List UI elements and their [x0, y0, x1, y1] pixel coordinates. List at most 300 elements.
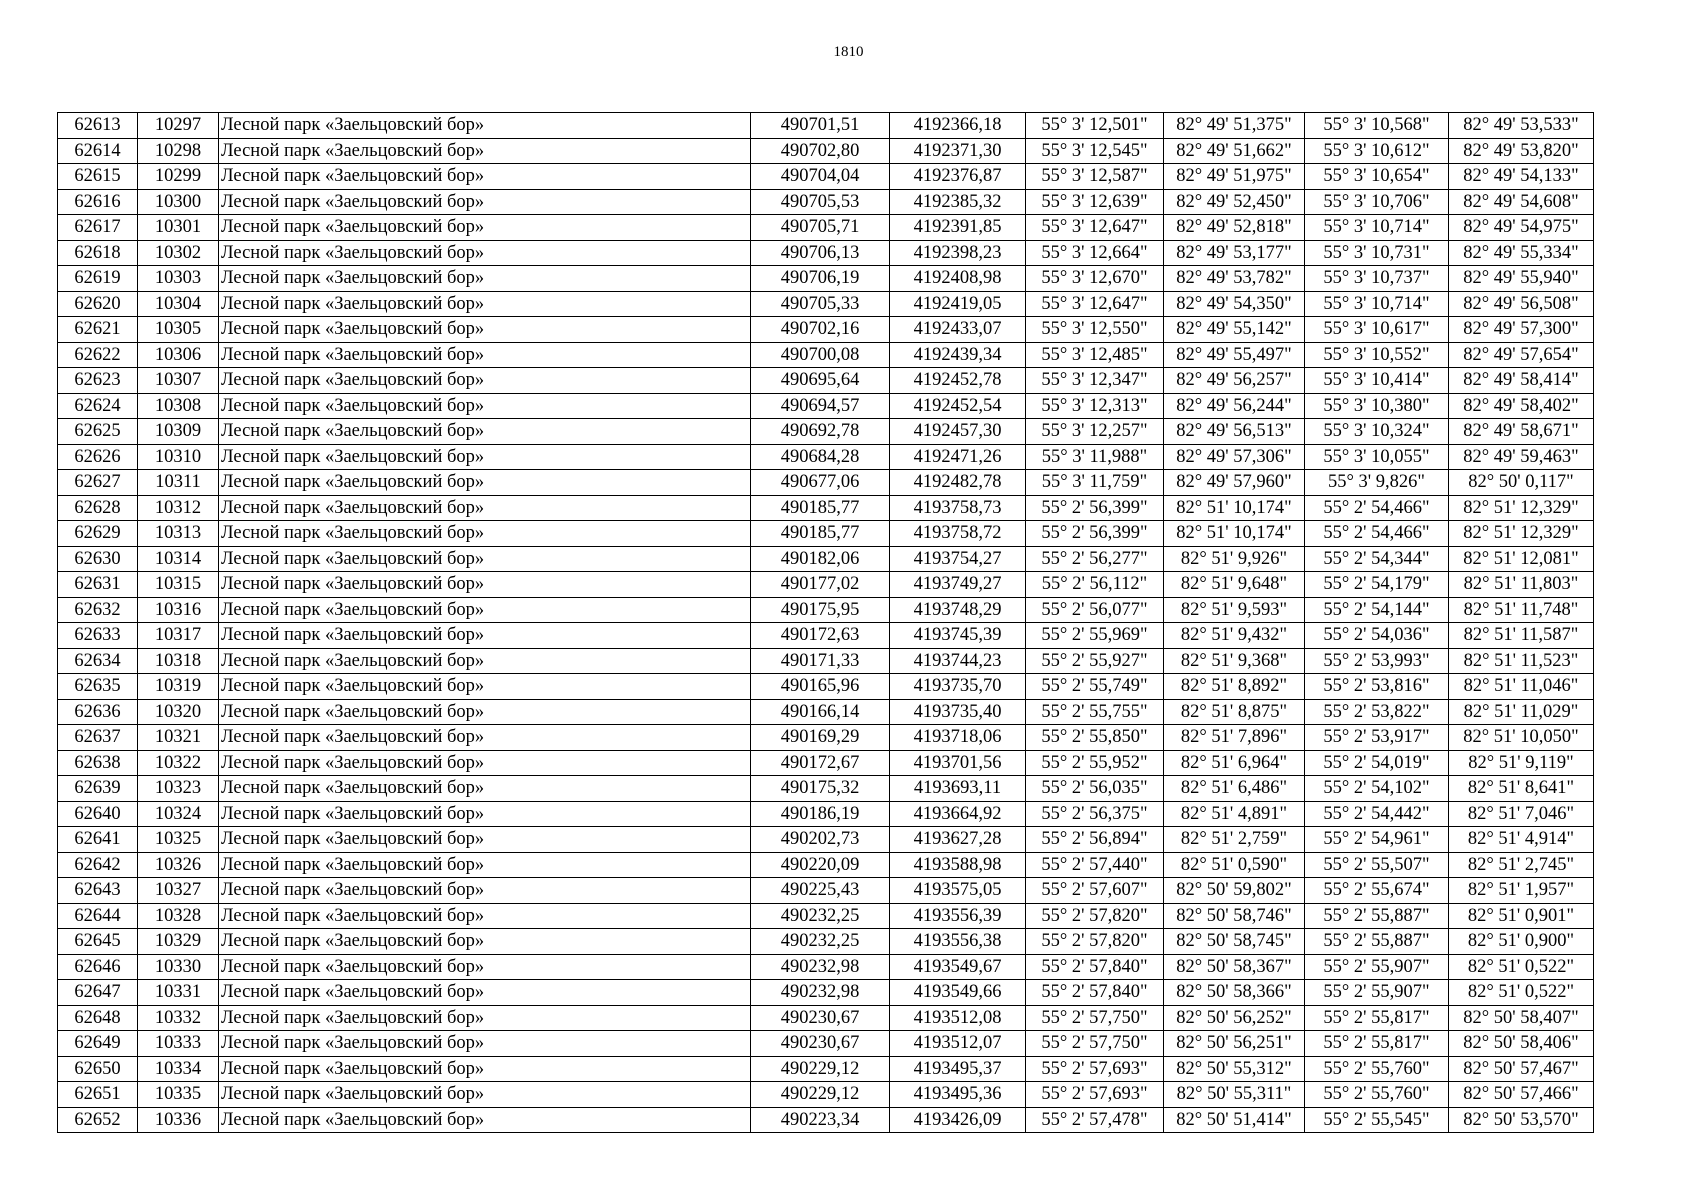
table-row: [58, 699, 1594, 725]
latitude-1-cell: 55° 2' 57,693": [1026, 1056, 1164, 1082]
table-row: [58, 1082, 1594, 1108]
longitude-1-cell: 82° 49' 51,975": [1164, 164, 1305, 190]
point-number-cell: 10331: [138, 980, 219, 1006]
y-coordinate-cell: 4192391,85: [890, 215, 1026, 241]
y-coordinate-cell: 4192398,23: [890, 240, 1026, 266]
table-row: [58, 827, 1594, 853]
table-row: [58, 393, 1594, 419]
x-coordinate-cell: 490677,06: [751, 470, 890, 496]
point-number-cell: 10334: [138, 1056, 219, 1082]
latitude-2-cell: 55° 3' 10,414": [1305, 368, 1449, 394]
table-row: [58, 266, 1594, 292]
x-coordinate-cell: 490202,73: [751, 827, 890, 853]
longitude-2-cell: 82° 51' 10,050": [1449, 725, 1594, 751]
longitude-2-cell: 82° 51' 2,745": [1449, 852, 1594, 878]
latitude-1-cell: 55° 3' 12,545": [1026, 138, 1164, 164]
longitude-1-cell: 82° 49' 54,350": [1164, 291, 1305, 317]
point-number-cell: 10314: [138, 546, 219, 572]
latitude-1-cell: 55° 2' 55,927": [1026, 648, 1164, 674]
latitude-1-cell: 55° 3' 11,988": [1026, 444, 1164, 470]
table-row: [58, 419, 1594, 445]
object-name-cell: Лесной парк «Заельцовский бор»: [219, 521, 751, 547]
x-coordinate-cell: 490232,25: [751, 903, 890, 929]
table-row: [58, 291, 1594, 317]
y-coordinate-cell: 4193758,72: [890, 521, 1026, 547]
longitude-1-cell: 82° 49' 57,306": [1164, 444, 1305, 470]
longitude-2-cell: 82° 49' 53,820": [1449, 138, 1594, 164]
row-index-cell: 62632: [58, 597, 138, 623]
row-index-cell: 62618: [58, 240, 138, 266]
point-number-cell: 10330: [138, 954, 219, 980]
latitude-1-cell: 55° 3' 12,670": [1026, 266, 1164, 292]
latitude-1-cell: 55° 2' 56,035": [1026, 776, 1164, 802]
latitude-1-cell: 55° 3' 12,587": [1026, 164, 1164, 190]
latitude-1-cell: 55° 3' 12,639": [1026, 189, 1164, 215]
point-number-cell: 10304: [138, 291, 219, 317]
longitude-2-cell: 82° 51' 1,957": [1449, 878, 1594, 904]
object-name-cell: Лесной парк «Заельцовский бор»: [219, 929, 751, 955]
point-number-cell: 10323: [138, 776, 219, 802]
longitude-2-cell: 82° 51' 11,523": [1449, 648, 1594, 674]
latitude-2-cell: 55° 3' 10,380": [1305, 393, 1449, 419]
latitude-2-cell: 55° 3' 10,714": [1305, 291, 1449, 317]
latitude-2-cell: 55° 3' 10,731": [1305, 240, 1449, 266]
point-number-cell: 10307: [138, 368, 219, 394]
longitude-2-cell: 82° 49' 55,940": [1449, 266, 1594, 292]
x-coordinate-cell: 490694,57: [751, 393, 890, 419]
x-coordinate-cell: 490186,19: [751, 801, 890, 827]
y-coordinate-cell: 4192408,98: [890, 266, 1026, 292]
object-name-cell: Лесной парк «Заельцовский бор»: [219, 1107, 751, 1133]
row-index-cell: 62624: [58, 393, 138, 419]
table-row: [58, 1056, 1594, 1082]
latitude-1-cell: 55° 3' 12,647": [1026, 291, 1164, 317]
x-coordinate-cell: 490165,96: [751, 674, 890, 700]
latitude-1-cell: 55° 2' 57,820": [1026, 903, 1164, 929]
latitude-2-cell: 55° 2' 55,545": [1305, 1107, 1449, 1133]
table-row: [58, 1107, 1594, 1133]
table-row: [58, 1031, 1594, 1057]
row-index-cell: 62643: [58, 878, 138, 904]
y-coordinate-cell: 4192439,34: [890, 342, 1026, 368]
table-row: [58, 954, 1594, 980]
longitude-2-cell: 82° 51' 0,900": [1449, 929, 1594, 955]
row-index-cell: 62645: [58, 929, 138, 955]
x-coordinate-cell: 490705,53: [751, 189, 890, 215]
table-row: [58, 623, 1594, 649]
table-row: [58, 1005, 1594, 1031]
longitude-1-cell: 82° 51' 9,648": [1164, 572, 1305, 598]
longitude-1-cell: 82° 50' 55,312": [1164, 1056, 1305, 1082]
longitude-2-cell: 82° 49' 59,463": [1449, 444, 1594, 470]
longitude-1-cell: 82° 49' 55,497": [1164, 342, 1305, 368]
point-number-cell: 10324: [138, 801, 219, 827]
y-coordinate-cell: 4192471,26: [890, 444, 1026, 470]
x-coordinate-cell: 490229,12: [751, 1056, 890, 1082]
longitude-2-cell: 82° 50' 58,406": [1449, 1031, 1594, 1057]
point-number-cell: 10312: [138, 495, 219, 521]
latitude-2-cell: 55° 3' 9,826": [1305, 470, 1449, 496]
longitude-1-cell: 82° 51' 9,593": [1164, 597, 1305, 623]
table-row: [58, 342, 1594, 368]
latitude-1-cell: 55° 3' 12,485": [1026, 342, 1164, 368]
y-coordinate-cell: 4193495,37: [890, 1056, 1026, 1082]
longitude-2-cell: 82° 51' 11,748": [1449, 597, 1594, 623]
object-name-cell: Лесной парк «Заельцовский бор»: [219, 546, 751, 572]
latitude-2-cell: 55° 3' 10,324": [1305, 419, 1449, 445]
x-coordinate-cell: 490175,95: [751, 597, 890, 623]
object-name-cell: Лесной парк «Заельцовский бор»: [219, 240, 751, 266]
table-row: [58, 444, 1594, 470]
latitude-2-cell: 55° 3' 10,737": [1305, 266, 1449, 292]
y-coordinate-cell: 4193745,39: [890, 623, 1026, 649]
point-number-cell: 10300: [138, 189, 219, 215]
row-index-cell: 62652: [58, 1107, 138, 1133]
point-number-cell: 10302: [138, 240, 219, 266]
object-name-cell: Лесной парк «Заельцовский бор»: [219, 1082, 751, 1108]
y-coordinate-cell: 4193556,38: [890, 929, 1026, 955]
point-number-cell: 10313: [138, 521, 219, 547]
latitude-2-cell: 55° 2' 54,144": [1305, 597, 1449, 623]
latitude-1-cell: 55° 3' 12,313": [1026, 393, 1164, 419]
point-number-cell: 10335: [138, 1082, 219, 1108]
table-row: [58, 980, 1594, 1006]
point-number-cell: 10315: [138, 572, 219, 598]
longitude-1-cell: 82° 50' 58,746": [1164, 903, 1305, 929]
longitude-2-cell: 82° 51' 11,029": [1449, 699, 1594, 725]
object-name-cell: Лесной парк «Заельцовский бор»: [219, 572, 751, 598]
object-name-cell: Лесной парк «Заельцовский бор»: [219, 495, 751, 521]
latitude-1-cell: 55° 2' 56,277": [1026, 546, 1164, 572]
point-number-cell: 10306: [138, 342, 219, 368]
object-name-cell: Лесной парк «Заельцовский бор»: [219, 291, 751, 317]
point-number-cell: 10316: [138, 597, 219, 623]
object-name-cell: Лесной парк «Заельцовский бор»: [219, 827, 751, 853]
x-coordinate-cell: 490684,28: [751, 444, 890, 470]
x-coordinate-cell: 490177,02: [751, 572, 890, 598]
latitude-1-cell: 55° 3' 12,647": [1026, 215, 1164, 241]
longitude-2-cell: 82° 51' 11,587": [1449, 623, 1594, 649]
y-coordinate-cell: 4193735,40: [890, 699, 1026, 725]
latitude-2-cell: 55° 2' 55,907": [1305, 954, 1449, 980]
object-name-cell: Лесной парк «Заельцовский бор»: [219, 648, 751, 674]
latitude-1-cell: 55° 3' 12,347": [1026, 368, 1164, 394]
latitude-1-cell: 55° 3' 11,759": [1026, 470, 1164, 496]
object-name-cell: Лесной парк «Заельцовский бор»: [219, 852, 751, 878]
y-coordinate-cell: 4192366,18: [890, 113, 1026, 139]
longitude-2-cell: 82° 49' 56,508": [1449, 291, 1594, 317]
longitude-1-cell: 82° 51' 9,432": [1164, 623, 1305, 649]
table-row: [58, 852, 1594, 878]
table-body: [58, 113, 1594, 1133]
table-row: [58, 317, 1594, 343]
row-index-cell: 62641: [58, 827, 138, 853]
x-coordinate-cell: 490230,67: [751, 1031, 890, 1057]
latitude-2-cell: 55° 3' 10,706": [1305, 189, 1449, 215]
latitude-2-cell: 55° 2' 54,019": [1305, 750, 1449, 776]
x-coordinate-cell: 490705,33: [751, 291, 890, 317]
latitude-1-cell: 55° 2' 55,749": [1026, 674, 1164, 700]
object-name-cell: Лесной парк «Заельцовский бор»: [219, 189, 751, 215]
longitude-2-cell: 82° 49' 58,671": [1449, 419, 1594, 445]
longitude-2-cell: 82° 51' 4,914": [1449, 827, 1594, 853]
row-index-cell: 62638: [58, 750, 138, 776]
row-index-cell: 62629: [58, 521, 138, 547]
point-number-cell: 10303: [138, 266, 219, 292]
y-coordinate-cell: 4192452,54: [890, 393, 1026, 419]
table-row: [58, 215, 1594, 241]
longitude-2-cell: 82° 49' 54,133": [1449, 164, 1594, 190]
longitude-2-cell: 82° 51' 12,329": [1449, 521, 1594, 547]
row-index-cell: 62651: [58, 1082, 138, 1108]
object-name-cell: Лесной парк «Заельцовский бор»: [219, 419, 751, 445]
latitude-1-cell: 55° 2' 57,840": [1026, 980, 1164, 1006]
row-index-cell: 62633: [58, 623, 138, 649]
object-name-cell: Лесной парк «Заельцовский бор»: [219, 801, 751, 827]
longitude-2-cell: 82° 51' 11,803": [1449, 572, 1594, 598]
longitude-1-cell: 82° 49' 51,375": [1164, 113, 1305, 139]
row-index-cell: 62622: [58, 342, 138, 368]
table-row: [58, 750, 1594, 776]
row-index-cell: 62637: [58, 725, 138, 751]
row-index-cell: 62621: [58, 317, 138, 343]
longitude-2-cell: 82° 51' 0,901": [1449, 903, 1594, 929]
row-index-cell: 62640: [58, 801, 138, 827]
object-name-cell: Лесной парк «Заельцовский бор»: [219, 317, 751, 343]
y-coordinate-cell: 4193735,70: [890, 674, 1026, 700]
longitude-1-cell: 82° 50' 56,251": [1164, 1031, 1305, 1057]
y-coordinate-cell: 4193748,29: [890, 597, 1026, 623]
latitude-2-cell: 55° 2' 54,961": [1305, 827, 1449, 853]
row-index-cell: 62642: [58, 852, 138, 878]
coordinates-table: [57, 112, 1594, 1133]
row-index-cell: 62627: [58, 470, 138, 496]
y-coordinate-cell: 4193588,98: [890, 852, 1026, 878]
latitude-2-cell: 55° 2' 55,760": [1305, 1082, 1449, 1108]
row-index-cell: 62630: [58, 546, 138, 572]
longitude-1-cell: 82° 51' 7,896": [1164, 725, 1305, 751]
row-index-cell: 62614: [58, 138, 138, 164]
latitude-1-cell: 55° 2' 57,478": [1026, 1107, 1164, 1133]
y-coordinate-cell: 4192433,07: [890, 317, 1026, 343]
point-number-cell: 10310: [138, 444, 219, 470]
longitude-1-cell: 82° 51' 6,486": [1164, 776, 1305, 802]
point-number-cell: 10319: [138, 674, 219, 700]
latitude-1-cell: 55° 2' 55,850": [1026, 725, 1164, 751]
longitude-2-cell: 82° 51' 9,119": [1449, 750, 1594, 776]
point-number-cell: 10328: [138, 903, 219, 929]
latitude-2-cell: 55° 3' 10,568": [1305, 113, 1449, 139]
row-index-cell: 62616: [58, 189, 138, 215]
table-row: [58, 597, 1594, 623]
longitude-2-cell: 82° 51' 7,046": [1449, 801, 1594, 827]
row-index-cell: 62615: [58, 164, 138, 190]
x-coordinate-cell: 490695,64: [751, 368, 890, 394]
row-index-cell: 62636: [58, 699, 138, 725]
latitude-1-cell: 55° 2' 57,750": [1026, 1031, 1164, 1057]
y-coordinate-cell: 4193754,27: [890, 546, 1026, 572]
table-row: [58, 929, 1594, 955]
table-row: [58, 648, 1594, 674]
x-coordinate-cell: 490230,67: [751, 1005, 890, 1031]
table-row: [58, 164, 1594, 190]
y-coordinate-cell: 4193426,09: [890, 1107, 1026, 1133]
longitude-2-cell: 82° 50' 0,117": [1449, 470, 1594, 496]
point-number-cell: 10308: [138, 393, 219, 419]
latitude-1-cell: 55° 3' 12,550": [1026, 317, 1164, 343]
latitude-2-cell: 55° 3' 10,612": [1305, 138, 1449, 164]
point-number-cell: 10329: [138, 929, 219, 955]
table-row: [58, 776, 1594, 802]
point-number-cell: 10318: [138, 648, 219, 674]
latitude-1-cell: 55° 2' 56,399": [1026, 521, 1164, 547]
x-coordinate-cell: 490704,04: [751, 164, 890, 190]
point-number-cell: 10322: [138, 750, 219, 776]
y-coordinate-cell: 4193701,56: [890, 750, 1026, 776]
y-coordinate-cell: 4192457,30: [890, 419, 1026, 445]
x-coordinate-cell: 490706,13: [751, 240, 890, 266]
y-coordinate-cell: 4192371,30: [890, 138, 1026, 164]
object-name-cell: Лесной парк «Заельцовский бор»: [219, 1056, 751, 1082]
x-coordinate-cell: 490166,14: [751, 699, 890, 725]
table-row: [58, 138, 1594, 164]
x-coordinate-cell: 490172,67: [751, 750, 890, 776]
x-coordinate-cell: 490701,51: [751, 113, 890, 139]
latitude-2-cell: 55° 2' 55,817": [1305, 1031, 1449, 1057]
point-number-cell: 10326: [138, 852, 219, 878]
object-name-cell: Лесной парк «Заельцовский бор»: [219, 750, 751, 776]
object-name-cell: Лесной парк «Заельцовский бор»: [219, 138, 751, 164]
table-row: [58, 189, 1594, 215]
table-row: [58, 903, 1594, 929]
table-row: [58, 495, 1594, 521]
row-index-cell: 62628: [58, 495, 138, 521]
longitude-1-cell: 82° 49' 57,960": [1164, 470, 1305, 496]
longitude-1-cell: 82° 49' 56,257": [1164, 368, 1305, 394]
row-index-cell: 62626: [58, 444, 138, 470]
latitude-1-cell: 55° 2' 57,440": [1026, 852, 1164, 878]
latitude-1-cell: 55° 2' 56,399": [1026, 495, 1164, 521]
object-name-cell: Лесной парк «Заельцовский бор»: [219, 699, 751, 725]
table-row: [58, 521, 1594, 547]
row-index-cell: 62646: [58, 954, 138, 980]
latitude-1-cell: 55° 2' 55,755": [1026, 699, 1164, 725]
row-index-cell: 62635: [58, 674, 138, 700]
longitude-1-cell: 82° 49' 53,177": [1164, 240, 1305, 266]
latitude-2-cell: 55° 2' 55,507": [1305, 852, 1449, 878]
longitude-1-cell: 82° 49' 53,782": [1164, 266, 1305, 292]
latitude-2-cell: 55° 2' 55,817": [1305, 1005, 1449, 1031]
row-index-cell: 62647: [58, 980, 138, 1006]
object-name-cell: Лесной парк «Заельцовский бор»: [219, 1031, 751, 1057]
longitude-2-cell: 82° 49' 55,334": [1449, 240, 1594, 266]
longitude-1-cell: 82° 49' 51,662": [1164, 138, 1305, 164]
y-coordinate-cell: 4193495,36: [890, 1082, 1026, 1108]
y-coordinate-cell: 4193693,11: [890, 776, 1026, 802]
point-number-cell: 10309: [138, 419, 219, 445]
point-number-cell: 10299: [138, 164, 219, 190]
x-coordinate-cell: 490706,19: [751, 266, 890, 292]
x-coordinate-cell: 490225,43: [751, 878, 890, 904]
table-row: [58, 470, 1594, 496]
latitude-2-cell: 55° 2' 55,674": [1305, 878, 1449, 904]
y-coordinate-cell: 4193664,92: [890, 801, 1026, 827]
longitude-2-cell: 82° 50' 57,467": [1449, 1056, 1594, 1082]
longitude-1-cell: 82° 49' 52,450": [1164, 189, 1305, 215]
latitude-1-cell: 55° 2' 57,820": [1026, 929, 1164, 955]
latitude-1-cell: 55° 2' 56,375": [1026, 801, 1164, 827]
row-index-cell: 62623: [58, 368, 138, 394]
object-name-cell: Лесной парк «Заельцовский бор»: [219, 597, 751, 623]
table-row: [58, 368, 1594, 394]
object-name-cell: Лесной парк «Заельцовский бор»: [219, 215, 751, 241]
latitude-2-cell: 55° 2' 54,102": [1305, 776, 1449, 802]
row-index-cell: 62648: [58, 1005, 138, 1031]
latitude-1-cell: 55° 2' 56,112": [1026, 572, 1164, 598]
object-name-cell: Лесной парк «Заельцовский бор»: [219, 903, 751, 929]
latitude-2-cell: 55° 3' 10,552": [1305, 342, 1449, 368]
longitude-1-cell: 82° 49' 52,818": [1164, 215, 1305, 241]
latitude-2-cell: 55° 2' 54,442": [1305, 801, 1449, 827]
object-name-cell: Лесной парк «Заельцовский бор»: [219, 954, 751, 980]
x-coordinate-cell: 490223,34: [751, 1107, 890, 1133]
point-number-cell: 10301: [138, 215, 219, 241]
x-coordinate-cell: 490175,32: [751, 776, 890, 802]
row-index-cell: 62644: [58, 903, 138, 929]
latitude-1-cell: 55° 3' 12,664": [1026, 240, 1164, 266]
longitude-1-cell: 82° 50' 51,414": [1164, 1107, 1305, 1133]
x-coordinate-cell: 490182,06: [751, 546, 890, 572]
latitude-2-cell: 55° 2' 53,917": [1305, 725, 1449, 751]
latitude-2-cell: 55° 2' 54,466": [1305, 495, 1449, 521]
longitude-1-cell: 82° 51' 0,590": [1164, 852, 1305, 878]
point-number-cell: 10332: [138, 1005, 219, 1031]
longitude-1-cell: 82° 51' 8,875": [1164, 699, 1305, 725]
point-number-cell: 10305: [138, 317, 219, 343]
latitude-1-cell: 55° 2' 57,607": [1026, 878, 1164, 904]
row-index-cell: 62625: [58, 419, 138, 445]
latitude-1-cell: 55° 3' 12,501": [1026, 113, 1164, 139]
row-index-cell: 62639: [58, 776, 138, 802]
longitude-1-cell: 82° 50' 55,311": [1164, 1082, 1305, 1108]
object-name-cell: Лесной парк «Заельцовский бор»: [219, 393, 751, 419]
latitude-1-cell: 55° 2' 56,077": [1026, 597, 1164, 623]
object-name-cell: Лесной парк «Заельцовский бор»: [219, 623, 751, 649]
object-name-cell: Лесной парк «Заельцовский бор»: [219, 674, 751, 700]
longitude-2-cell: 82° 49' 54,608": [1449, 189, 1594, 215]
point-number-cell: 10297: [138, 113, 219, 139]
longitude-1-cell: 82° 51' 9,926": [1164, 546, 1305, 572]
row-index-cell: 62617: [58, 215, 138, 241]
latitude-2-cell: 55° 2' 54,466": [1305, 521, 1449, 547]
latitude-2-cell: 55° 2' 55,887": [1305, 929, 1449, 955]
y-coordinate-cell: 4193512,07: [890, 1031, 1026, 1057]
longitude-1-cell: 82° 50' 59,802": [1164, 878, 1305, 904]
latitude-2-cell: 55° 2' 54,036": [1305, 623, 1449, 649]
table-row: [58, 801, 1594, 827]
x-coordinate-cell: 490169,29: [751, 725, 890, 751]
point-number-cell: 10327: [138, 878, 219, 904]
y-coordinate-cell: 4192376,87: [890, 164, 1026, 190]
latitude-2-cell: 55° 3' 10,617": [1305, 317, 1449, 343]
latitude-2-cell: 55° 2' 53,822": [1305, 699, 1449, 725]
longitude-2-cell: 82° 49' 54,975": [1449, 215, 1594, 241]
latitude-1-cell: 55° 2' 57,840": [1026, 954, 1164, 980]
object-name-cell: Лесной парк «Заельцовский бор»: [219, 470, 751, 496]
x-coordinate-cell: 490692,78: [751, 419, 890, 445]
row-index-cell: 62631: [58, 572, 138, 598]
y-coordinate-cell: 4193749,27: [890, 572, 1026, 598]
